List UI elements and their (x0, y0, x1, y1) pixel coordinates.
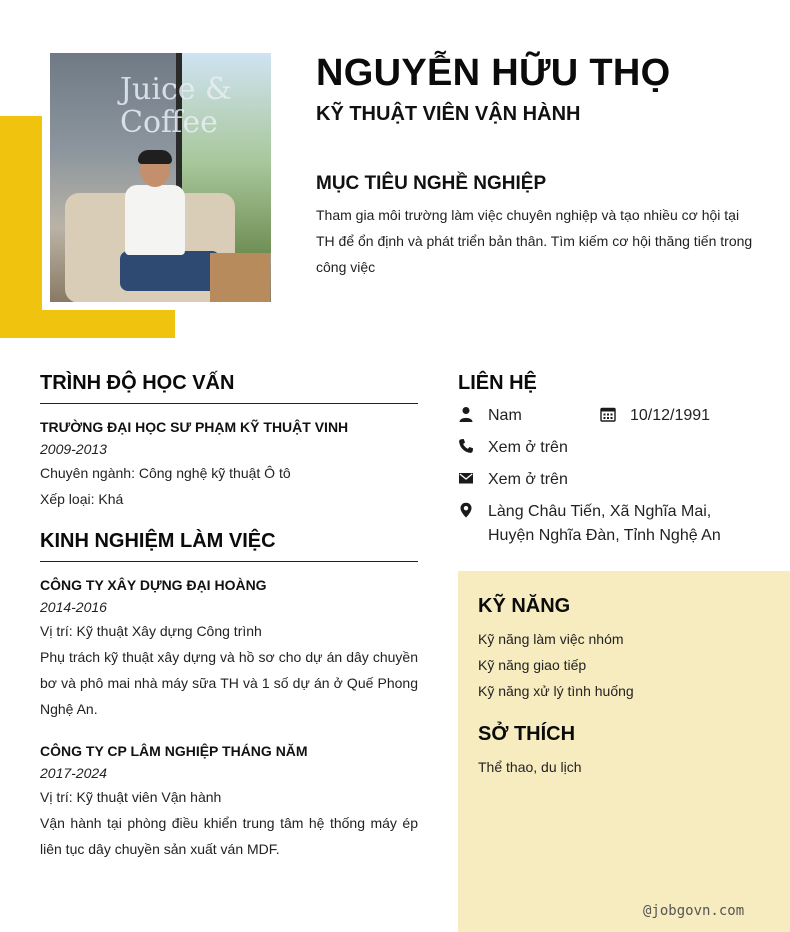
experience-years: 2017-2024 (40, 765, 107, 781)
experience-company: CÔNG TY CP LÂM NGHIỆP THÁNG NĂM (40, 743, 308, 759)
hobbies-title: SỞ THÍCH (478, 723, 576, 745)
contact-email-row (458, 468, 568, 492)
candidate-job-title: KỸ THUẬT VIÊN VẬN HÀNH (316, 103, 581, 125)
skill-item: Kỹ năng xử lý tình huống (478, 683, 634, 699)
experience-description: Vận hành tại phòng điều khiển trung tâm hệ thống máy ép liên tục dây chuyền sản xuất ván MDF. (40, 815, 418, 857)
phone-icon (458, 438, 474, 454)
experience-company: CÔNG TY XÂY DỰNG ĐẠI HOÀNG (40, 577, 267, 593)
contact-section (458, 372, 758, 544)
contact-email: Xem ở trên (488, 471, 568, 488)
contact-address-line1: Làng Châu Tiến, Xã Nghĩa Mai, (488, 503, 712, 520)
photo-table (210, 253, 270, 302)
watermark: @jobgovn.com (643, 903, 745, 919)
photo-scene (50, 53, 271, 302)
education-title: TRÌNH ĐỘ HỌC VẤN (40, 372, 418, 404)
contact-address (488, 500, 721, 548)
mail-icon (458, 470, 474, 486)
contact-address-line2: Huyện Nghĩa Đàn, Tỉnh Nghệ An (488, 527, 721, 544)
skills-hobbies-panel (458, 571, 790, 932)
contact-birthday: 10/12/1991 (630, 407, 711, 424)
contact-gender-row (458, 404, 522, 428)
hobbies-text: Thể thao, du lịch (478, 759, 582, 775)
profile-photo (42, 45, 279, 310)
contact-address-row (458, 500, 721, 548)
education-years: 2009-2013 (40, 441, 107, 457)
experience-description: Phụ trách kỹ thuật xây dựng và hồ sơ cho dự án dây chuyền bơ và phô mai nhà máy sữa TH và 1 số dự án ở Quế Phong Nghệ An. (40, 649, 418, 717)
calendar-icon (600, 406, 616, 422)
person-icon (458, 406, 474, 422)
contact-birthday-row (600, 404, 710, 428)
objective-title: MỤC TIÊU NGHỀ NGHIỆP (316, 173, 547, 194)
skill-item: Kỹ năng làm việc nhóm (478, 631, 624, 647)
skills-title: KỸ NĂNG (478, 595, 571, 617)
location-pin-icon (458, 502, 474, 518)
experience-item (40, 742, 418, 862)
contact-gender: Nam (488, 407, 522, 424)
photo-person-shirt (125, 185, 185, 255)
experience-position: Vị trí: Kỹ thuật viên Vận hành (40, 789, 222, 805)
education-major: Chuyên ngành: Công nghệ kỹ thuật Ô tô (40, 465, 291, 481)
contact-phone: Xem ở trên (488, 439, 568, 456)
contact-phone-row (458, 436, 568, 460)
objective-text: Tham gia môi trường làm việc chuyên nghiệp và tạo nhiều cơ hội tại TH để ổn định và phát triển bản thân. Tìm kiếm cơ hội thăng tiến trong công việc (316, 207, 753, 275)
photo-sign-text: Juice & Coffee (120, 72, 232, 140)
experience-item (40, 576, 418, 722)
left-column (40, 372, 418, 862)
education-grade: Xếp loại: Khá (40, 491, 124, 507)
contact-title: LIÊN HỆ (458, 372, 537, 394)
photo-person (120, 153, 190, 302)
education-school: TRƯỜNG ĐẠI HỌC SƯ PHẠM KỸ THUẬT VINH (40, 419, 349, 435)
photo-person-hair (138, 150, 172, 164)
skill-item: Kỹ năng giao tiếp (478, 657, 587, 673)
photo-person-jeans (120, 251, 220, 291)
experience-years: 2014-2016 (40, 599, 107, 615)
experience-title: KINH NGHIỆM LÀM VIỆC (40, 530, 418, 562)
candidate-name: NGUYỄN HỮU THỌ (316, 52, 671, 94)
experience-position: Vị trí: Kỹ thuật Xây dựng Công trình (40, 623, 262, 639)
